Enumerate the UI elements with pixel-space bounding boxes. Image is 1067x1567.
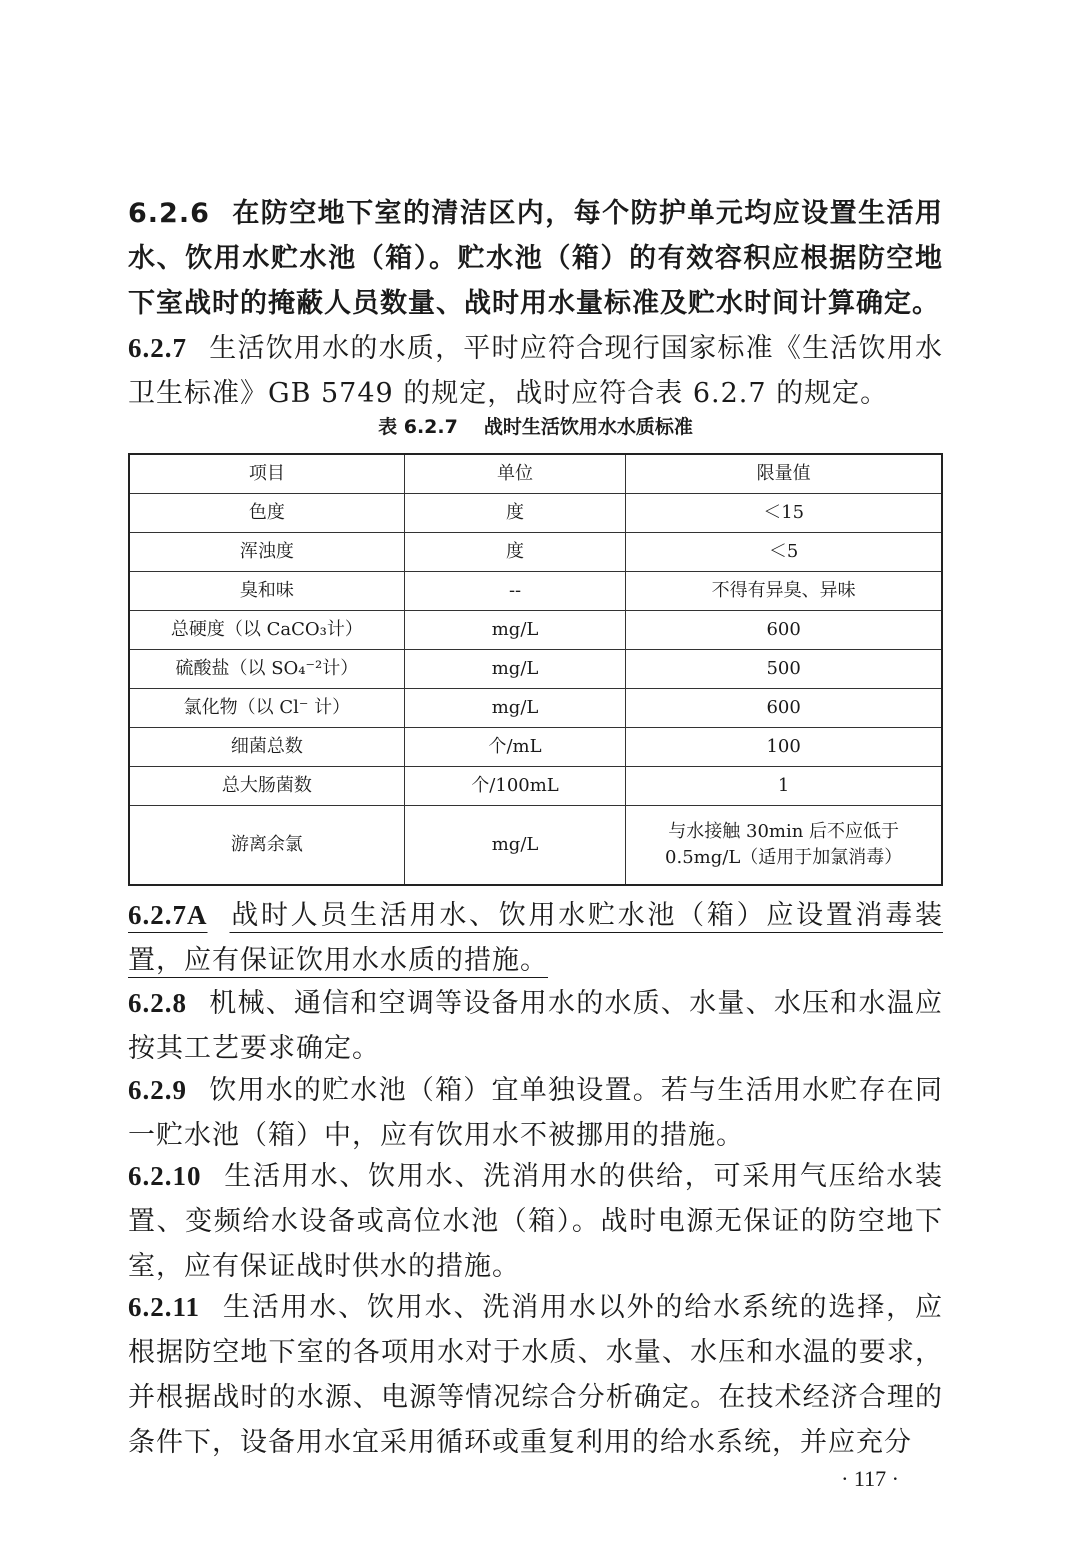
- cell-unit: 度: [404, 533, 626, 572]
- clause-number: 6.2.6: [128, 198, 210, 229]
- table-row: [129, 728, 942, 767]
- clause-text: 饮用水的贮水池（箱）宜单独设置。若与生活用水贮存在同一贮水池（箱）中，应有饮用水不被挪用的措施。: [128, 1075, 943, 1151]
- clause-6-2-6: [128, 191, 943, 326]
- cell-limit: 与水接触 30min 后不应低于 0.5mg/L（适用于加氯消毒）: [626, 806, 942, 886]
- cell-item: 色度: [129, 494, 404, 533]
- cell-limit: 500: [626, 650, 942, 689]
- clause-text: 战时人员生活用水、饮用水贮水池（箱）应设置消毒装置，应有保证饮用水水质的措施。: [128, 900, 943, 976]
- cell-unit: --: [404, 572, 626, 611]
- table-caption-title: 战时生活饮用水水质标准: [483, 416, 693, 438]
- clause-number: 6.2.7: [128, 333, 187, 363]
- clause-6-2-10: [128, 1154, 943, 1289]
- clause-6-2-11: [128, 1285, 943, 1465]
- clause-number: 6.2.10: [128, 1161, 202, 1191]
- cell-item: 臭和味: [129, 572, 404, 611]
- cell-item: 总大肠菌数: [129, 767, 404, 806]
- table-row: [129, 572, 942, 611]
- clause-6-2-8: [128, 981, 943, 1071]
- clause-text: 机械、通信和空调等设备用水的水质、水量、水压和水温应按其工艺要求确定。: [128, 988, 943, 1064]
- clause-text: 生活用水、饮用水、洗消用水的供给，可采用气压给水装置、变频给水设备或高位水池（箱）。战时电源无保证的防空地下室，应有保证战时供水的措施。: [128, 1161, 943, 1282]
- cell-limit: ＜5: [626, 533, 942, 572]
- table-caption: [128, 412, 943, 442]
- cell-limit: 100: [626, 728, 942, 767]
- cell-item: 总硬度（以 CaCO₃计）: [129, 611, 404, 650]
- clause-text: 生活饮用水的水质，平时应符合现行国家标准《生活饮用水卫生标准》GB 5749 的规定，战时应符合表 6.2.7 的规定。: [128, 333, 943, 409]
- table-row: [129, 806, 942, 886]
- table-caption-number: 表 6.2.7: [378, 416, 458, 438]
- cell-item: 浑浊度: [129, 533, 404, 572]
- cell-unit: 个/100mL: [404, 767, 626, 806]
- clause-6-2-9: [128, 1068, 943, 1158]
- table-header-row: [129, 454, 942, 494]
- clause-text: 生活用水、饮用水、洗消用水以外的给水系统的选择，应根据防空地下室的各项用水对于水质、水量、水压和水温的要求，并根据战时的水源、电源等情况综合分析确定。在技术经济合理的条件下，设备用水宜采用循环或重复利用的给水系统，并应充分: [128, 1292, 943, 1458]
- cell-unit: 度: [404, 494, 626, 533]
- clause-text: 在防空地下室的清洁区内，每个防护单元均应设置生活用水、饮用水贮水池（箱）。贮水池（箱）的有效容积应根据防空地下室战时的掩蔽人员数量、战时用水量标准及贮水时间计算确定。: [128, 198, 943, 319]
- header-item: 项目: [129, 454, 404, 494]
- clause-6-2-7: [128, 326, 943, 416]
- clause-number: 6.2.9: [128, 1075, 187, 1105]
- cell-item: 硫酸盐（以 SO₄⁻²计）: [129, 650, 404, 689]
- cell-limit: 600: [626, 689, 942, 728]
- cell-unit: mg/L: [404, 611, 626, 650]
- table-row: [129, 767, 942, 806]
- table-row: [129, 689, 942, 728]
- table-row: [129, 650, 942, 689]
- header-unit: 单位: [404, 454, 626, 494]
- table-row: [129, 533, 942, 572]
- cell-unit: 个/mL: [404, 728, 626, 767]
- water-quality-table: [128, 453, 943, 886]
- table-row: [129, 494, 942, 533]
- cell-item: 细菌总数: [129, 728, 404, 767]
- clause-6-2-7a: [128, 893, 943, 983]
- page-number: · 117 ·: [841, 1466, 899, 1491]
- clause-number: 6.2.11: [128, 1292, 201, 1322]
- cell-unit: mg/L: [404, 806, 626, 886]
- cell-unit: mg/L: [404, 689, 626, 728]
- cell-item: 游离余氯: [129, 806, 404, 886]
- cell-limit: ＜15: [626, 494, 942, 533]
- clause-number: 6.2.8: [128, 988, 187, 1018]
- cell-limit: 1: [626, 767, 942, 806]
- cell-item: 氯化物（以 Cl⁻ 计）: [129, 689, 404, 728]
- header-limit: 限量值: [626, 454, 942, 494]
- table-row: [129, 611, 942, 650]
- cell-unit: mg/L: [404, 650, 626, 689]
- revised-clause-underline: [128, 900, 943, 976]
- cell-limit: 600: [626, 611, 942, 650]
- clause-number: 6.2.7A: [128, 900, 208, 930]
- cell-limit: 不得有异臭、异味: [626, 572, 942, 611]
